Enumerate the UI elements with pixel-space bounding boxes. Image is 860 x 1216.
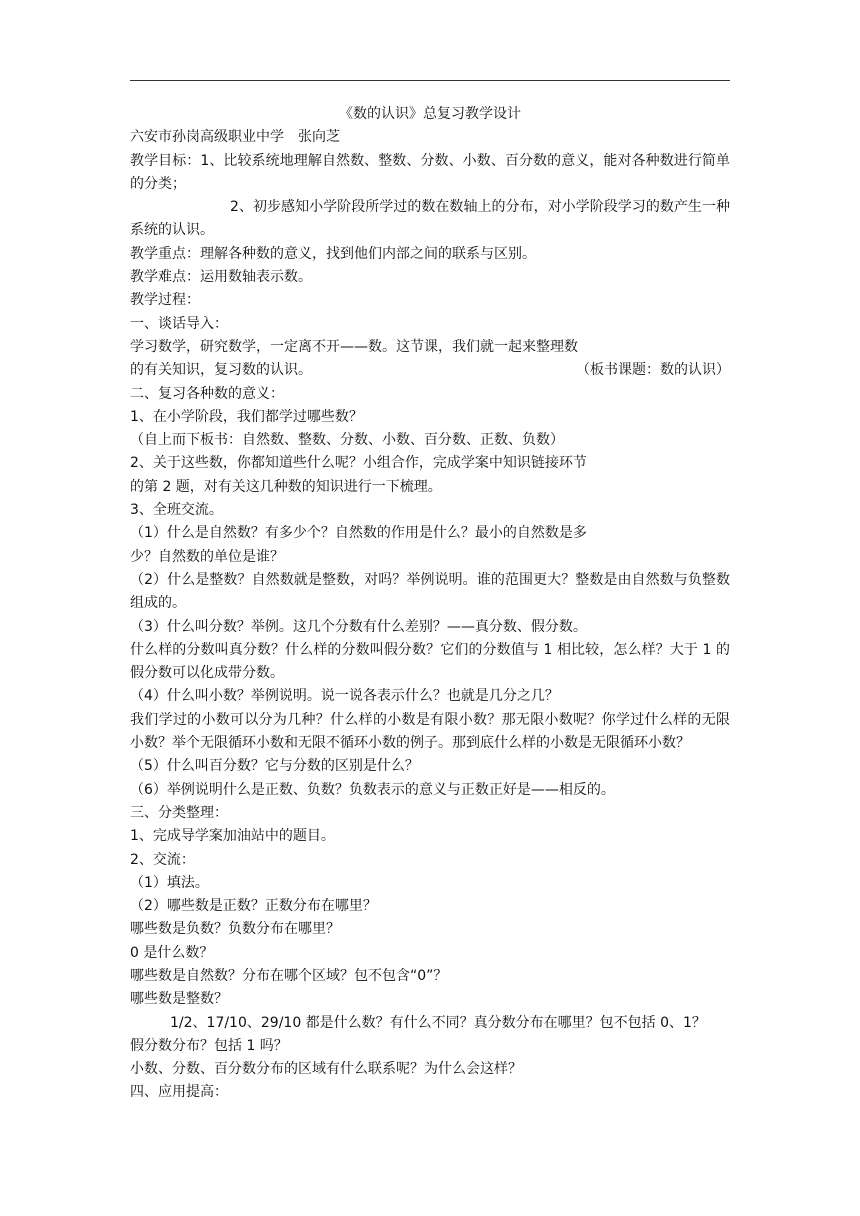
section-1-title: 一、谈话导入： xyxy=(130,315,228,332)
section-3-q2: 2、交流： xyxy=(130,851,195,868)
difficulty: 教学难点：运用数轴表示数。 xyxy=(130,269,312,286)
teaching-goal-2: 2、初步感知小学阶段所学过的数在数轴上的分布，对小学阶段学习的数产生一种系统的认识。 xyxy=(130,199,730,239)
section-1-line-2-text: 的有关知识，复习数的认识。 xyxy=(130,362,312,379)
sub-question-1-line-1: （1）什么是自然数？有多少个？自然数的作用是什么？最小的自然数是多 xyxy=(130,525,587,542)
section-3-sub-2: （2）哪些数是正数？正数分布在哪里？ xyxy=(130,898,377,915)
sub-question-4-detail: 我们学过的小数可以分为几种？什么样的小数是有限小数？那无限小数呢？你学过什么样的无限小数？举个无限循环小数和无限不循环小数的例子。那到底什么样的小数是无限循环小数？ xyxy=(130,711,730,752)
section-1-line-2 xyxy=(130,359,730,382)
section-2-q1: 1、在小学阶段，我们都学过哪些数？ xyxy=(130,408,363,425)
section-3-sub-2-d: 哪些数是整数？ xyxy=(130,991,228,1008)
header-rule xyxy=(130,80,730,81)
section-1-line-1: 学习数学，研究数学，一定离不开——数。这节课，我们就一起来整理数 xyxy=(130,338,578,355)
sub-question-3-detail: 什么样的分数叫真分数？什么样的分数叫假分数？它们的分数值与 1 相比较，怎么样？大于 1 的假分数可以化成带分数。 xyxy=(130,641,730,682)
section-3-sub-1: （1）填法。 xyxy=(130,874,209,891)
process-heading: 教学过程： xyxy=(130,292,200,309)
sub-question-4: （4）什么叫小数？举例说明。说一说各表示什么？也就是几分之几？ xyxy=(130,688,559,705)
section-4-title: 四、应用提高： xyxy=(130,1084,228,1101)
section-3-sub-2-c: 哪些数是自然数？分布在哪个区域？包不包含“0”？ xyxy=(130,967,448,984)
sub-question-1-line-2: 少？自然数的单位是谁？ xyxy=(130,548,284,565)
sub-question-6: （6）举例说明什么是正数、负数？负数表示的意义与正数正好是——相反的。 xyxy=(130,781,615,798)
author-line: 六安市孙岗高级职业中学 张向芝 xyxy=(130,129,340,146)
section-2-q2-line-2: 的第 2 题，对有关这几种数的知识进行一下梳理。 xyxy=(130,478,442,495)
teaching-goal-1: 教学目标：1、比较系统地理解自然数、整数、分数、小数、百分数的意义，能对各种数进行简单的分类； xyxy=(130,152,730,192)
document-body xyxy=(130,103,730,1105)
sub-question-2: （2）什么是整数？自然数就是整数，对吗？举例说明。谁的范围更大？整数是由自然数与负整数组成的。 xyxy=(130,571,730,612)
section-2-q2-line-1: 2、关于这些数，你都知道些什么呢？小组合作，完成学案中知识链接环节 xyxy=(130,455,587,472)
sub-question-3: （3）什么叫分数？举例。这几个分数有什么差别？——真分数、假分数。 xyxy=(130,618,587,635)
section-2-board-note: （自上而下板书：自然数、整数、分数、小数、百分数、正数、负数） xyxy=(130,432,564,449)
document-title: 《数的认识》总复习教学设计 xyxy=(339,106,521,122)
section-3-sub-2-a: 哪些数是负数？负数分布在哪里？ xyxy=(130,921,340,938)
board-title-note: （板书课题：数的认识） xyxy=(576,362,730,379)
section-3-summary: 小数、分数、百分数分布的区域有什么联系呢？为什么会这样？ xyxy=(130,1061,522,1078)
section-3-sub-2-f: 假分数分布？包括 1 吗？ xyxy=(130,1037,288,1054)
section-3-title: 三、分类整理： xyxy=(130,804,228,821)
section-2-title: 二、复习各种数的意义： xyxy=(130,385,284,402)
section-2-q3: 3、全班交流。 xyxy=(130,502,223,519)
key-point: 教学重点：理解各种数的意义，找到他们内部之间的联系与区别。 xyxy=(130,245,536,262)
sub-question-5: （5）什么叫百分数？它与分数的区别是什么？ xyxy=(130,758,419,775)
section-3-sub-2-b: 0 是什么数？ xyxy=(130,944,214,961)
section-3-q1: 1、完成导学案加油站中的题目。 xyxy=(130,828,335,845)
section-3-sub-2-e: 1/2、17/10、29/10 都是什么数？有什么不同？真分数分布在哪里？包不包括 0、1？ xyxy=(170,1014,706,1031)
